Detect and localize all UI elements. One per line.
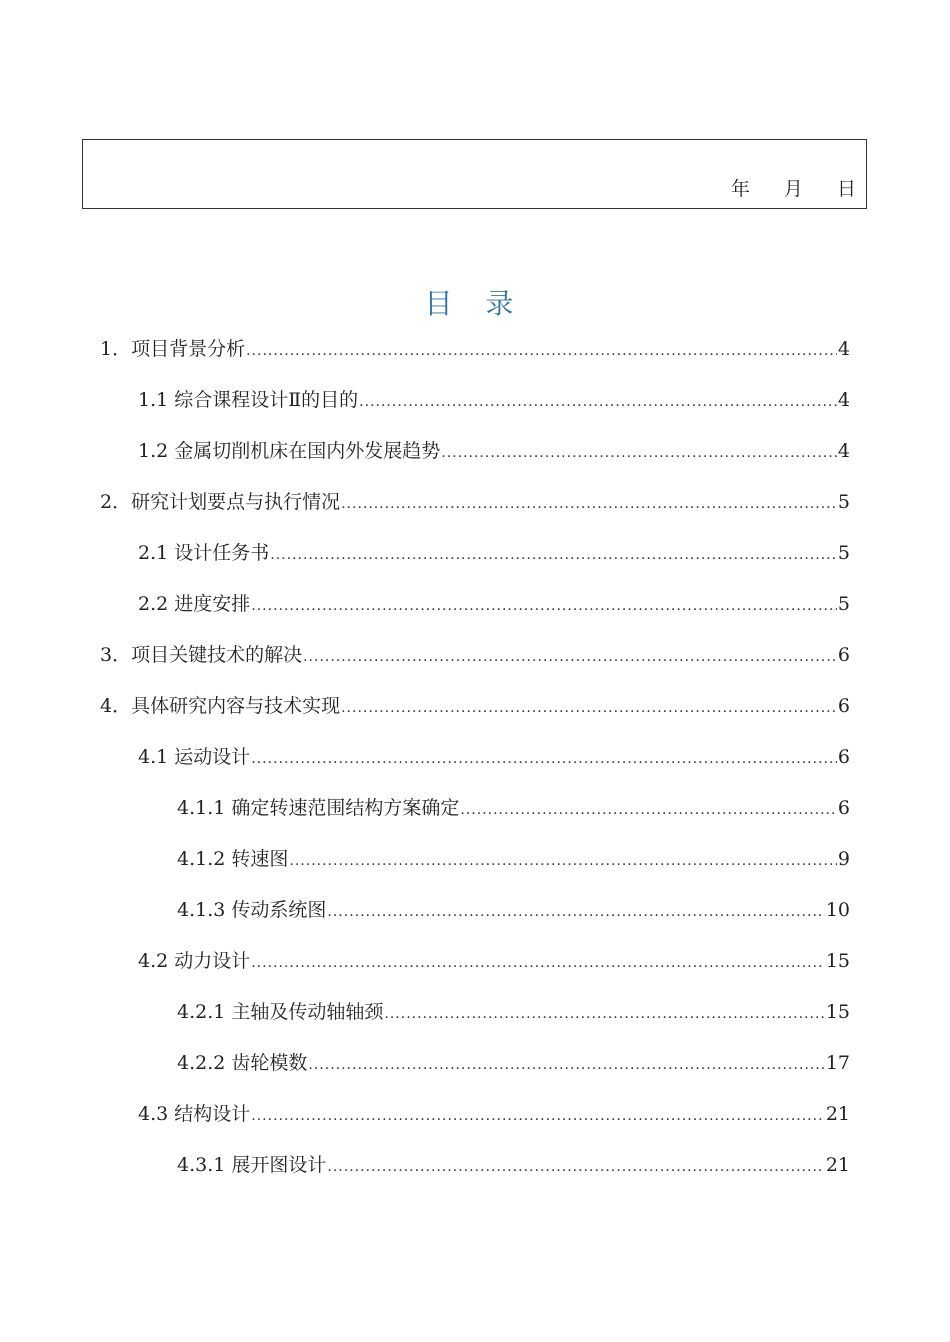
toc-entry-page: 15 xyxy=(825,1001,850,1023)
toc-dot-leader xyxy=(460,795,837,825)
toc-entry-page: 15 xyxy=(825,950,850,972)
toc-title: 目 录 xyxy=(424,287,526,320)
toc-entry[interactable] xyxy=(100,640,850,670)
toc-entry[interactable] xyxy=(138,1099,850,1129)
toc-entry[interactable] xyxy=(138,436,850,466)
date-row xyxy=(703,174,856,201)
toc-dot-leader xyxy=(251,1101,825,1131)
toc-dot-leader xyxy=(327,1152,824,1182)
toc-entry[interactable] xyxy=(177,895,850,925)
date-year: 年 xyxy=(730,178,750,200)
toc-entry-page: 10 xyxy=(825,899,850,921)
toc-dot-leader xyxy=(441,438,837,468)
date-box xyxy=(82,139,867,209)
toc-entry-label: 2.2 进度安排 xyxy=(138,593,251,615)
toc-entry-label: 4.2.2 齿轮模数 xyxy=(177,1052,308,1074)
toc-entry[interactable] xyxy=(138,538,850,568)
toc-entry[interactable] xyxy=(177,1048,850,1078)
date-day: 日 xyxy=(836,178,856,200)
toc-entry-label: 2．研究计划要点与执行情况 xyxy=(100,491,341,513)
toc-dot-leader xyxy=(251,591,837,621)
toc-dot-leader xyxy=(270,540,837,570)
toc-entry[interactable] xyxy=(100,691,850,721)
toc-entry-label: 4．具体研究内容与技术实现 xyxy=(100,695,341,717)
toc-entry[interactable] xyxy=(138,946,850,976)
toc-entry-label: 4.3.1 展开图设计 xyxy=(177,1154,327,1176)
toc-entry-page: 4 xyxy=(837,338,850,360)
toc-dot-leader xyxy=(303,642,837,672)
date-month: 月 xyxy=(783,178,803,200)
toc-entry-page: 21 xyxy=(825,1103,850,1125)
toc-entry-page: 6 xyxy=(837,746,850,768)
toc-entry[interactable] xyxy=(177,793,850,823)
toc-dot-leader xyxy=(341,693,837,723)
toc-dot-leader xyxy=(359,387,837,417)
toc-entry-page: 6 xyxy=(837,695,850,717)
toc-entry-label: 4.2.1 主轴及传动轴轴颈 xyxy=(177,1001,384,1023)
toc-entry-label: 4.1 运动设计 xyxy=(138,746,251,768)
toc-dot-leader xyxy=(251,948,825,978)
toc-entry-page: 17 xyxy=(825,1052,850,1074)
toc-entry-label: 4.3 结构设计 xyxy=(138,1103,251,1125)
toc-entry-label: 2.1 设计任务书 xyxy=(138,542,270,564)
toc-entry-label: 3．项目关键技术的解决 xyxy=(100,644,303,666)
toc-dot-leader xyxy=(246,336,837,366)
toc-dot-leader xyxy=(327,897,824,927)
toc-entry[interactable] xyxy=(177,997,850,1027)
toc-entry-page: 21 xyxy=(825,1154,850,1176)
toc-entry[interactable] xyxy=(138,385,850,415)
toc-dot-leader xyxy=(341,489,837,519)
toc-entry-page: 6 xyxy=(837,644,850,666)
toc-entry[interactable] xyxy=(138,589,850,619)
toc-dot-leader xyxy=(308,1050,824,1080)
toc-entry[interactable] xyxy=(177,1150,850,1180)
toc-entry-page: 5 xyxy=(837,491,850,513)
toc-entry-label: 1.1 综合课程设计Ⅱ的目的 xyxy=(138,389,359,411)
toc-entry-label: 4.1.3 传动系统图 xyxy=(177,899,327,921)
toc-dot-leader xyxy=(384,999,824,1029)
toc-entry-label: 4.1.2 转速图 xyxy=(177,848,289,870)
toc-entry-page: 5 xyxy=(837,593,850,615)
toc-entry[interactable] xyxy=(100,334,850,364)
toc-entry-label: 1．项目背景分析 xyxy=(100,338,246,360)
toc-entry[interactable] xyxy=(138,742,850,772)
toc-entry-page: 4 xyxy=(837,389,850,411)
toc-dot-leader xyxy=(289,846,837,876)
toc-entry-page: 4 xyxy=(837,440,850,462)
toc-entry-label: 4.1.1 确定转速范围结构方案确定 xyxy=(177,797,460,819)
toc-entry-page: 6 xyxy=(837,797,850,819)
toc-entry[interactable] xyxy=(177,844,850,874)
toc-entry-page: 5 xyxy=(837,542,850,564)
toc-entry-page: 9 xyxy=(837,848,850,870)
toc-entry-label: 4.2 动力设计 xyxy=(138,950,251,972)
toc-entry-label: 1.2 金属切削机床在国内外发展趋势 xyxy=(138,440,441,462)
toc-entry[interactable] xyxy=(100,487,850,517)
toc-dot-leader xyxy=(251,744,837,774)
